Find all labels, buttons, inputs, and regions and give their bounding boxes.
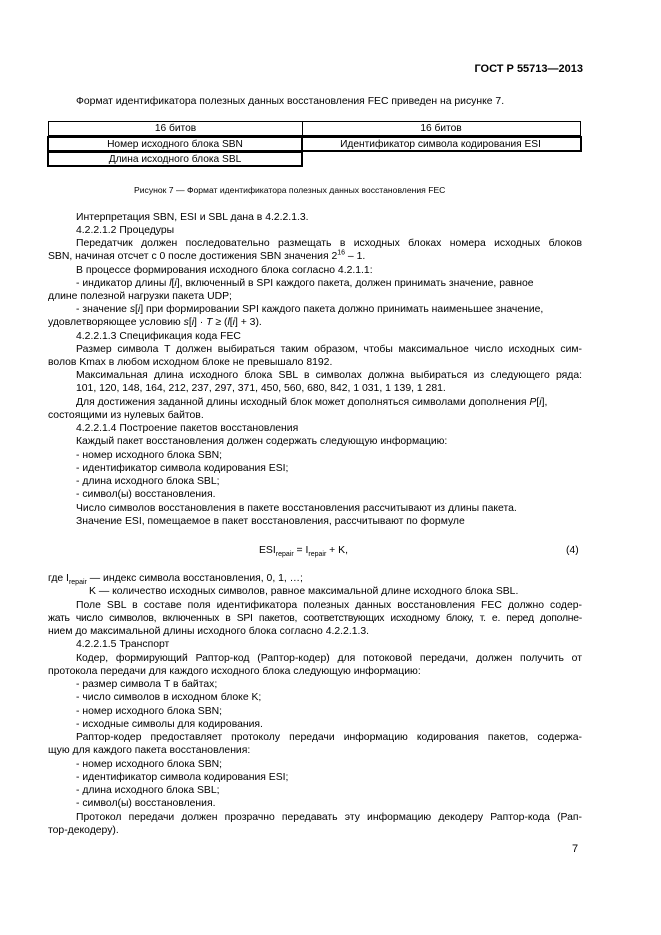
text-line: Интерпретация SBN, ESI и SBL дана в 4.2.2.1.3.	[76, 212, 309, 223]
text-line: нием до максимальной длины исходного блока согласно 4.2.2.1.3.	[48, 626, 370, 637]
section-heading-4-2-2-1-5: 4.2.2.1.5 Транспорт	[76, 639, 170, 650]
formula: $ESI_{repair} = I_{repair} + K$,	[259, 545, 348, 559]
standard-header: ГОСТ Р 55713—2013	[474, 63, 583, 75]
text-line: Протокол передачи должен прозрачно передавать эту информацию декодеру Раптор-кода (Рап-	[76, 812, 582, 823]
text-line: В процессе формирования исходного блока согласно 4.2.1.1:	[76, 265, 373, 276]
text-line: протокола передачи для каждого исходного блока следующую информацию:	[48, 666, 421, 677]
list-item: - исходные символы для кодирования.	[76, 719, 263, 730]
text-line: Число символов восстановления в пакете восстановления рассчитывают из длины пакета.	[76, 503, 517, 514]
bits-right-cell	[302, 121, 581, 136]
text-line: Размер символа T должен выбираться таким образом, чтобы максимальное число исходных сим-	[76, 344, 582, 355]
list-item: - размер символа T в байтах;	[76, 679, 218, 690]
figure-caption: Рисунок 7 — Формат идентификатора полезных данных восстановления FEC	[134, 185, 446, 195]
where-line: где $I_{repair}$ — индекс символа восстановления, 0, 1, …;	[48, 573, 303, 587]
text-line: удовлетворяющее условию s[i] · T ≥ (l[i] + 3).	[48, 317, 262, 328]
text-line: SBN, начиная отсчет с 0 после достижения SBN значения $2^{16} - 1$.	[48, 249, 366, 262]
list-item: - номер исходного блока SBN;	[76, 759, 223, 770]
where-line: K — количество исходных символов, равное максимальной длине исходного блока SBL.	[89, 586, 519, 597]
text-line: состоящими из нулевых байтов.	[48, 410, 204, 421]
text-line: Каждый пакет восстановления должен содержать следующую информацию:	[76, 436, 448, 447]
text-line: волов Kmax в любом исходном блоке не превышало 8192.	[48, 357, 333, 368]
intro-text: Формат идентификатора полезных данных восстановления FEC приведен на рисунке 7.	[76, 96, 505, 107]
list-item: - длина исходного блока SBL;	[76, 785, 220, 796]
list-item: - идентификатор символа кодирования ESI;	[76, 463, 289, 474]
list-item: - символ(ы) восстановления.	[76, 798, 216, 809]
list-item: - символ(ы) восстановления.	[76, 489, 216, 500]
sbn-label: Номер исходного блока SBN	[107, 139, 243, 150]
sbl-cell	[47, 151, 303, 167]
sbl-label: Длина исходного блока SBL	[108, 154, 242, 165]
formula-number: (4)	[566, 545, 579, 556]
text-line: Кодер, формирующий Раптор-код (Раптор-кодер) для потоковой передачи, должен получить от	[76, 653, 582, 664]
esi-label: Идентификатор символа кодирования ESI	[340, 139, 541, 150]
section-heading-4-2-2-1-3: 4.2.2.1.3 Спецификация кода FEC	[76, 331, 241, 342]
sbn-cell	[47, 136, 303, 152]
bits-left-cell	[48, 121, 303, 136]
text-line: Раптор-кодер предоставляет протоколу передачи информацию кодирования пакетов, содержа-	[76, 732, 582, 743]
list-item: - идентификатор символа кодирования ESI;	[76, 772, 289, 783]
list-item: - номер исходного блока SBN;	[76, 706, 223, 717]
text-line: тор-декодеру).	[48, 825, 119, 836]
bits-right-label: 16 битов	[420, 123, 462, 134]
list-item: - длина исходного блока SBL;	[76, 476, 220, 487]
text-line: Максимальная длина исходного блока SBL в символах должна выбираться из следующего ряда:	[76, 370, 582, 381]
bits-left-label: 16 битов	[154, 123, 197, 134]
text-line: длине полезной нагрузки пакета UDP;	[48, 291, 232, 302]
text-line: 101, 120, 148, 164, 212, 237, 297, 371, 450, 560, 680, 842, 1 031, 1 139, 1 281.	[76, 383, 446, 394]
text-line: - индикатор длины l[i], включенный в SPI каждого пакета, должен принимать значение, равное	[76, 278, 534, 289]
text-line: жать число символов, включенных в SPI пакетов, соответствующих исходному блоку, т. е. перед дополне-	[48, 613, 582, 624]
text-line: - значение s[i] при формировании SPI каждого пакета должно принимать наименьшее значение,	[76, 304, 544, 315]
page-number: 7	[572, 843, 579, 855]
section-heading-4-2-2-1-4: 4.2.2.1.4 Построение пакетов восстановления	[76, 423, 299, 434]
text-line: Значение ESI, помещаемое в пакет восстановления, рассчитывают по формуле	[76, 516, 465, 527]
list-item: - число символов в исходном блоке K;	[76, 692, 262, 703]
esi-cell	[301, 136, 582, 152]
section-heading-4-2-2-1-2: 4.2.2.1.2 Процедуры	[76, 225, 175, 236]
text-line: Поле SBL в составе поля идентификатора полезных данных восстановления FEC должно содер-	[76, 600, 582, 611]
text-line: щую для каждого пакета восстановления:	[48, 745, 251, 756]
text-line: Передатчик должен последовательно размещать в исходных блоках номера исходных блоков	[76, 238, 582, 249]
text-line: Для достижения заданной длины исходный блок может дополняться символами дополнения P[i],	[76, 397, 548, 408]
list-item: - номер исходного блока SBN;	[76, 450, 223, 461]
